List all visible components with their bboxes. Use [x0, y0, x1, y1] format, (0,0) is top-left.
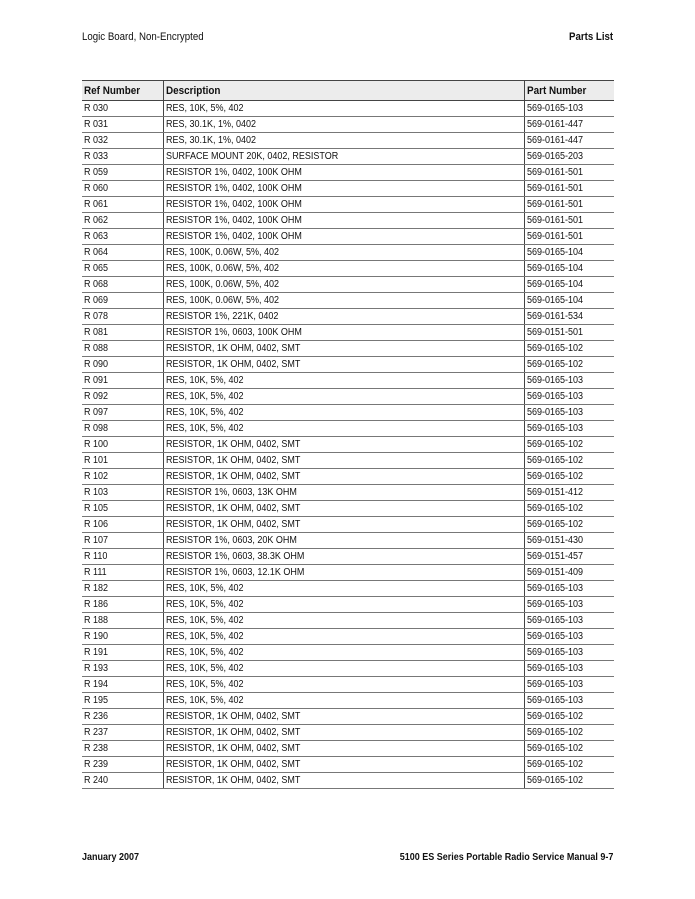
- ref-number-cell: R 063: [82, 229, 163, 245]
- description-cell: RES, 10K, 5%, 402: [163, 101, 524, 117]
- ref-number-cell: R 111: [82, 565, 163, 581]
- description-cell: RESISTOR, 1K OHM, 0402, SMT: [163, 517, 524, 533]
- ref-number-cell: R 101: [82, 453, 163, 469]
- ref-number-cell: R 103: [82, 485, 163, 501]
- description-cell: RES, 100K, 0.06W, 5%, 402: [163, 245, 524, 261]
- description-cell: RESISTOR 1%, 0603, 38.3K OHM: [163, 549, 524, 565]
- part-number-cell: 569-0165-102: [524, 517, 614, 533]
- table-row: [82, 149, 614, 165]
- ref-number-cell: R 092: [82, 389, 163, 405]
- part-number-cell: 569-0165-103: [524, 389, 614, 405]
- part-number-cell: 569-0165-102: [524, 757, 614, 773]
- table-row: [82, 677, 614, 693]
- running-header-section: Parts List: [568, 31, 613, 43]
- table-row: [82, 181, 614, 197]
- ref-number-cell: R 188: [82, 613, 163, 629]
- table-row: [82, 533, 614, 549]
- part-number-cell: 569-0151-457: [524, 549, 614, 565]
- description-cell: RES, 30.1K, 1%, 0402: [163, 133, 524, 149]
- table-row: [82, 693, 614, 709]
- table-row: [82, 741, 614, 757]
- description-cell: RES, 30.1K, 1%, 0402: [163, 117, 524, 133]
- ref-number-cell: R 237: [82, 725, 163, 741]
- part-number-cell: 569-0165-103: [524, 645, 614, 661]
- part-number-cell: 569-0165-102: [524, 469, 614, 485]
- ref-number-cell: R 190: [82, 629, 163, 645]
- table-row: [82, 645, 614, 661]
- table-row: [82, 613, 614, 629]
- part-number-cell: 569-0151-409: [524, 565, 614, 581]
- table-row: [82, 101, 614, 117]
- description-cell: RES, 10K, 5%, 402: [163, 421, 524, 437]
- ref-number-cell: R 236: [82, 709, 163, 725]
- ref-number-cell: R 182: [82, 581, 163, 597]
- description-cell: SURFACE MOUNT 20K, 0402, RESISTOR: [163, 149, 524, 165]
- description-cell: RESISTOR, 1K OHM, 0402, SMT: [163, 453, 524, 469]
- ref-number-cell: R 059: [82, 165, 163, 181]
- table-row: [82, 165, 614, 181]
- part-number-cell: 569-0161-501: [524, 165, 614, 181]
- description-cell: RESISTOR, 1K OHM, 0402, SMT: [163, 741, 524, 757]
- table-row: [82, 261, 614, 277]
- parts-table-body: [82, 101, 614, 789]
- ref-number-cell: R 031: [82, 117, 163, 133]
- ref-number-cell: R 088: [82, 341, 163, 357]
- column-header-description: Description: [163, 81, 524, 101]
- description-cell: RESISTOR 1%, 0603, 13K OHM: [163, 485, 524, 501]
- table-row: [82, 437, 614, 453]
- part-number-cell: 569-0165-102: [524, 357, 614, 373]
- description-cell: RESISTOR 1%, 0402, 100K OHM: [163, 197, 524, 213]
- part-number-cell: 569-0165-103: [524, 405, 614, 421]
- table-row: [82, 581, 614, 597]
- part-number-cell: 569-0165-103: [524, 581, 614, 597]
- description-cell: RESISTOR 1%, 0603, 20K OHM: [163, 533, 524, 549]
- table-row: [82, 469, 614, 485]
- part-number-cell: 569-0165-103: [524, 677, 614, 693]
- description-cell: RES, 10K, 5%, 402: [163, 693, 524, 709]
- description-cell: RESISTOR, 1K OHM, 0402, SMT: [163, 725, 524, 741]
- column-header-part-number: Part Number: [524, 81, 614, 101]
- part-number-cell: 569-0151-412: [524, 485, 614, 501]
- description-cell: RESISTOR, 1K OHM, 0402, SMT: [163, 501, 524, 517]
- ref-number-cell: R 105: [82, 501, 163, 517]
- part-number-cell: 569-0165-104: [524, 261, 614, 277]
- table-row: [82, 597, 614, 613]
- part-number-cell: 569-0165-103: [524, 597, 614, 613]
- description-cell: RES, 10K, 5%, 402: [163, 613, 524, 629]
- ref-number-cell: R 106: [82, 517, 163, 533]
- table-row: [82, 197, 614, 213]
- ref-number-cell: R 100: [82, 437, 163, 453]
- table-row: [82, 213, 614, 229]
- table-row: [82, 629, 614, 645]
- ref-number-cell: R 240: [82, 773, 163, 789]
- ref-number-cell: R 091: [82, 373, 163, 389]
- table-row: [82, 549, 614, 565]
- description-cell: RESISTOR, 1K OHM, 0402, SMT: [163, 357, 524, 373]
- ref-number-cell: R 062: [82, 213, 163, 229]
- column-header-ref-number: Ref Number: [82, 81, 163, 101]
- table-row: [82, 725, 614, 741]
- footer-date: January 2007: [82, 852, 140, 863]
- ref-number-cell: R 060: [82, 181, 163, 197]
- part-number-cell: 569-0161-501: [524, 181, 614, 197]
- table-row: [82, 325, 614, 341]
- parts-list-table: [82, 80, 614, 789]
- table-row: [82, 229, 614, 245]
- table-row: [82, 517, 614, 533]
- description-cell: RESISTOR 1%, 0402, 100K OHM: [163, 181, 524, 197]
- ref-number-cell: R 069: [82, 293, 163, 309]
- description-cell: RES, 100K, 0.06W, 5%, 402: [163, 293, 524, 309]
- description-cell: RESISTOR, 1K OHM, 0402, SMT: [163, 341, 524, 357]
- table-row: [82, 453, 614, 469]
- description-cell: RESISTOR, 1K OHM, 0402, SMT: [163, 773, 524, 789]
- ref-number-cell: R 098: [82, 421, 163, 437]
- part-number-cell: 569-0165-102: [524, 725, 614, 741]
- part-number-cell: 569-0165-103: [524, 613, 614, 629]
- table-row: [82, 389, 614, 405]
- ref-number-cell: R 102: [82, 469, 163, 485]
- description-cell: RESISTOR, 1K OHM, 0402, SMT: [163, 469, 524, 485]
- part-number-cell: 569-0165-103: [524, 101, 614, 117]
- ref-number-cell: R 061: [82, 197, 163, 213]
- description-cell: RES, 10K, 5%, 402: [163, 645, 524, 661]
- table-row: [82, 245, 614, 261]
- description-cell: RES, 10K, 5%, 402: [163, 677, 524, 693]
- part-number-cell: 569-0165-102: [524, 709, 614, 725]
- table-row: [82, 661, 614, 677]
- ref-number-cell: R 097: [82, 405, 163, 421]
- description-cell: RESISTOR, 1K OHM, 0402, SMT: [163, 709, 524, 725]
- part-number-cell: 569-0165-102: [524, 741, 614, 757]
- table-row: [82, 405, 614, 421]
- description-cell: RESISTOR 1%, 0402, 100K OHM: [163, 229, 524, 245]
- table-row: [82, 485, 614, 501]
- part-number-cell: 569-0165-102: [524, 453, 614, 469]
- part-number-cell: 569-0165-103: [524, 629, 614, 645]
- ref-number-cell: R 065: [82, 261, 163, 277]
- description-cell: RESISTOR 1%, 0402, 100K OHM: [163, 165, 524, 181]
- description-cell: RES, 10K, 5%, 402: [163, 389, 524, 405]
- ref-number-cell: R 110: [82, 549, 163, 565]
- ref-number-cell: R 064: [82, 245, 163, 261]
- ref-number-cell: R 032: [82, 133, 163, 149]
- part-number-cell: 569-0161-534: [524, 309, 614, 325]
- part-number-cell: 569-0165-103: [524, 661, 614, 677]
- part-number-cell: 569-0165-103: [524, 421, 614, 437]
- description-cell: RES, 10K, 5%, 402: [163, 373, 524, 389]
- table-row: [82, 421, 614, 437]
- part-number-cell: 569-0161-501: [524, 213, 614, 229]
- table-row: [82, 341, 614, 357]
- description-cell: RESISTOR, 1K OHM, 0402, SMT: [163, 437, 524, 453]
- table-row: [82, 357, 614, 373]
- table-row: [82, 277, 614, 293]
- part-number-cell: 569-0161-501: [524, 197, 614, 213]
- description-cell: RESISTOR 1%, 0402, 100K OHM: [163, 213, 524, 229]
- ref-number-cell: R 195: [82, 693, 163, 709]
- table-row: [82, 757, 614, 773]
- part-number-cell: 569-0165-103: [524, 693, 614, 709]
- ref-number-cell: R 081: [82, 325, 163, 341]
- description-cell: RESISTOR 1%, 0603, 12.1K OHM: [163, 565, 524, 581]
- ref-number-cell: R 238: [82, 741, 163, 757]
- part-number-cell: 569-0161-447: [524, 117, 614, 133]
- part-number-cell: 569-0151-501: [524, 325, 614, 341]
- description-cell: RES, 100K, 0.06W, 5%, 402: [163, 261, 524, 277]
- description-cell: RES, 10K, 5%, 402: [163, 629, 524, 645]
- table-row: [82, 773, 614, 789]
- description-cell: RESISTOR, 1K OHM, 0402, SMT: [163, 757, 524, 773]
- ref-number-cell: R 078: [82, 309, 163, 325]
- table-row: [82, 293, 614, 309]
- part-number-cell: 569-0165-102: [524, 341, 614, 357]
- part-number-cell: 569-0161-447: [524, 133, 614, 149]
- running-header-title: Logic Board, Non-Encrypted: [82, 31, 204, 43]
- table-row: [82, 709, 614, 725]
- description-cell: RES, 10K, 5%, 402: [163, 597, 524, 613]
- description-cell: RES, 10K, 5%, 402: [163, 661, 524, 677]
- table-row: [82, 565, 614, 581]
- description-cell: RES, 10K, 5%, 402: [163, 405, 524, 421]
- part-number-cell: 569-0165-102: [524, 501, 614, 517]
- table-row: [82, 309, 614, 325]
- ref-number-cell: R 107: [82, 533, 163, 549]
- part-number-cell: 569-0151-430: [524, 533, 614, 549]
- part-number-cell: 569-0165-102: [524, 773, 614, 789]
- table-row: [82, 501, 614, 517]
- description-cell: RES, 10K, 5%, 402: [163, 581, 524, 597]
- ref-number-cell: R 090: [82, 357, 163, 373]
- table-row: [82, 117, 614, 133]
- ref-number-cell: R 194: [82, 677, 163, 693]
- ref-number-cell: R 191: [82, 645, 163, 661]
- ref-number-cell: R 186: [82, 597, 163, 613]
- ref-number-cell: R 033: [82, 149, 163, 165]
- part-number-cell: 569-0165-104: [524, 245, 614, 261]
- part-number-cell: 569-0165-103: [524, 373, 614, 389]
- part-number-cell: 569-0161-501: [524, 229, 614, 245]
- part-number-cell: 569-0165-104: [524, 293, 614, 309]
- ref-number-cell: R 193: [82, 661, 163, 677]
- description-cell: RES, 100K, 0.06W, 5%, 402: [163, 277, 524, 293]
- part-number-cell: 569-0165-203: [524, 149, 614, 165]
- description-cell: RESISTOR 1%, 0603, 100K OHM: [163, 325, 524, 341]
- ref-number-cell: R 239: [82, 757, 163, 773]
- part-number-cell: 569-0165-102: [524, 437, 614, 453]
- ref-number-cell: R 068: [82, 277, 163, 293]
- part-number-cell: 569-0165-104: [524, 277, 614, 293]
- footer-manual-title: 5100 ES Series Portable Radio Service Manual 9-7: [399, 852, 613, 863]
- table-row: [82, 373, 614, 389]
- table-row: [82, 133, 614, 149]
- table-header-row: [82, 81, 614, 101]
- ref-number-cell: R 030: [82, 101, 163, 117]
- description-cell: RESISTOR 1%, 221K, 0402: [163, 309, 524, 325]
